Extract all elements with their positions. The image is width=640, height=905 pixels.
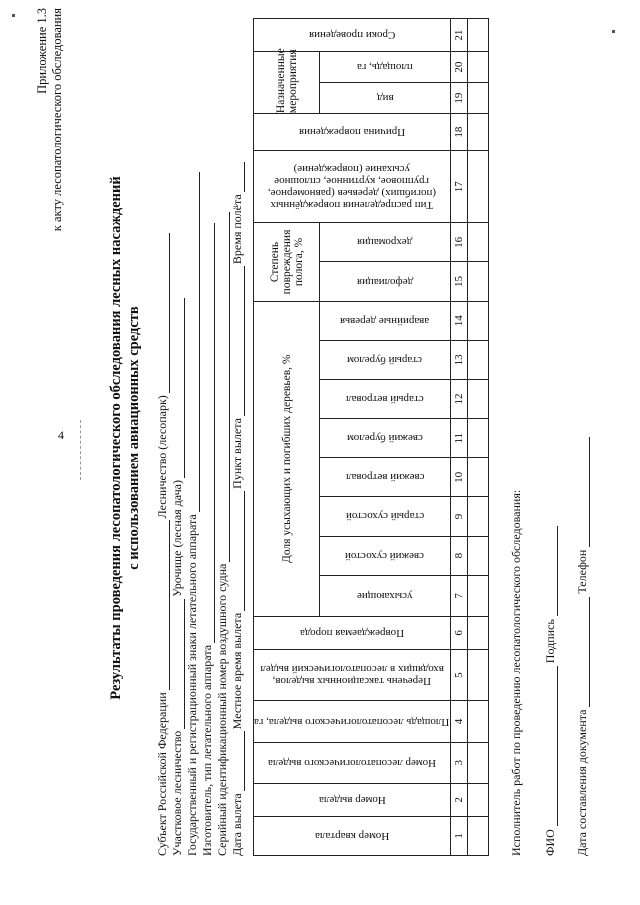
header-taxation-list: Перечень таксационных выделов, входящих в лесопатологический выдел xyxy=(254,649,451,701)
header-old-deadwood: старый сухостой xyxy=(320,497,451,536)
header-old-windfall: старый ветровал xyxy=(320,379,451,418)
forestry-label: Лесничество (лесопарк) xyxy=(155,395,169,519)
table-cell[interactable] xyxy=(468,458,489,497)
col-number: 16 xyxy=(451,223,468,262)
header-quarter-number: Номер квартала xyxy=(254,816,451,855)
table-cell[interactable] xyxy=(468,151,489,223)
executor-label: Исполнитель работ по проведению лесопатологического обследования: xyxy=(509,489,523,856)
header-deadlines: Сроки проведения xyxy=(254,19,451,52)
col-number: 7 xyxy=(451,575,468,616)
header-hazard-trees: аварийные деревья xyxy=(320,301,451,340)
fio-label: ФИО xyxy=(543,829,557,856)
results-table xyxy=(253,18,489,856)
col-number: 3 xyxy=(451,742,468,783)
col-number: 19 xyxy=(451,83,468,114)
tract-blank[interactable] xyxy=(172,298,185,478)
phone-blank[interactable] xyxy=(577,437,590,547)
header-group-dead-trees: Доля усыхающих и погибших деревьев, % xyxy=(254,301,320,616)
header-old-windbreak: старый бурелом xyxy=(320,340,451,379)
col-number: 21 xyxy=(451,19,468,52)
signature-blank[interactable] xyxy=(545,526,558,616)
col-number: 5 xyxy=(451,649,468,701)
col-number: 2 xyxy=(451,783,468,816)
header-defoliation: дефолиация xyxy=(320,262,451,301)
subject-blank[interactable] xyxy=(157,520,170,690)
table-row xyxy=(468,19,489,856)
aircraft-marks-field xyxy=(185,170,200,856)
header-plot-number: Номер выдела xyxy=(254,783,451,816)
header-damage-cause: Причина повреждения xyxy=(254,114,451,151)
header-patho-plot-number: Номер лесопатологического выдела xyxy=(254,742,451,783)
tract-label: Урочище (лесная дача) xyxy=(170,480,184,597)
district-label: Участковое лесничество xyxy=(170,730,184,856)
annex-block xyxy=(35,8,65,231)
aircraft-marks-label: Государственный и регистрационный знаки летательного аппарата xyxy=(185,514,199,856)
header-drying: усыхающие xyxy=(320,575,451,616)
annex-label: Приложение 1.3 xyxy=(35,8,49,94)
fio-blank[interactable] xyxy=(545,666,558,826)
departure-date-label: Дата вылета xyxy=(230,793,244,856)
aircraft-marks-blank[interactable] xyxy=(187,172,200,512)
header-distribution-type: Тип распределения повреждённых (погибших) деревьев (равномерное, групповое, куртинное, сплошное усыхание (повреждение) xyxy=(254,151,451,223)
table-cell[interactable] xyxy=(468,52,489,83)
col-number: 20 xyxy=(451,52,468,83)
manufacturer-label: Изготовитель, тип летательного аппарата xyxy=(200,644,214,856)
title-line-2: с использованием авиационных средств xyxy=(126,306,142,570)
table-cell[interactable] xyxy=(468,419,489,458)
col-number: 9 xyxy=(451,497,468,536)
serial-id-field xyxy=(215,210,230,856)
table-cell[interactable] xyxy=(468,83,489,114)
rotated-sheet xyxy=(35,0,615,878)
subject-label: Субъект Российской Федерации xyxy=(155,692,169,856)
col-number: 17 xyxy=(451,151,468,223)
document-title xyxy=(107,0,143,878)
table-cell[interactable] xyxy=(468,340,489,379)
page-number: 4 xyxy=(58,428,64,442)
table-cell[interactable] xyxy=(468,783,489,816)
scan-mark xyxy=(12,14,15,17)
forestry-blank[interactable] xyxy=(157,233,170,393)
annex-subtitle: к акту лесопатологического обследования xyxy=(50,8,64,232)
table-cell[interactable] xyxy=(468,301,489,340)
col-number: 6 xyxy=(451,616,468,649)
table-cell[interactable] xyxy=(468,497,489,536)
local-time-label: Местное время вылета xyxy=(230,612,244,730)
header-fresh-deadwood: свежий сухостой xyxy=(320,536,451,575)
col-number: 14 xyxy=(451,301,468,340)
signature-label: Подпись xyxy=(543,619,557,664)
executor-line xyxy=(509,490,524,856)
table-cell[interactable] xyxy=(468,701,489,742)
phone-label: Телефон xyxy=(575,549,589,594)
col-number: 15 xyxy=(451,262,468,301)
table-cell[interactable] xyxy=(468,742,489,783)
district-field xyxy=(170,296,185,856)
departure-point-label: Пункт вылета xyxy=(230,418,244,489)
manufacturer-blank[interactable] xyxy=(202,223,215,643)
header-fresh-windfall: свежий ветровал xyxy=(320,458,451,497)
table-cell[interactable] xyxy=(468,223,489,262)
col-number: 1 xyxy=(451,816,468,855)
subject-field xyxy=(155,231,170,856)
table-cell[interactable] xyxy=(468,379,489,418)
header-group-measures: Назначенные мероприятия xyxy=(254,52,320,114)
flight-field xyxy=(230,160,245,856)
table-cell[interactable] xyxy=(468,816,489,855)
manufacturer-field xyxy=(200,221,215,856)
table-cell[interactable] xyxy=(468,575,489,616)
table-cell[interactable] xyxy=(468,262,489,301)
flight-time-label: Время полёта xyxy=(230,194,244,265)
table-cell[interactable] xyxy=(468,649,489,701)
table-cell[interactable] xyxy=(468,19,489,52)
col-number: 13 xyxy=(451,340,468,379)
col-number: 4 xyxy=(451,701,468,742)
district-blank[interactable] xyxy=(172,599,185,729)
departure-point-blank[interactable] xyxy=(232,266,245,416)
col-number: 10 xyxy=(451,458,468,497)
serial-id-blank[interactable] xyxy=(217,212,230,562)
header-patho-plot-area: Площадь лесопатологического выдела, га xyxy=(254,701,451,742)
title-line-1: Результаты проведения лесопатологического обследования лесных насаждений xyxy=(108,176,124,700)
local-time-blank[interactable] xyxy=(232,491,245,611)
col-number: 11 xyxy=(451,419,468,458)
col-number: 12 xyxy=(451,379,468,418)
header-measure-type: вид xyxy=(320,83,451,114)
doc-date-label: Дата составления документа xyxy=(575,709,589,856)
table-cell[interactable] xyxy=(468,114,489,151)
header-measure-area: площадь, га xyxy=(320,52,451,83)
header-dechromation: дехромация xyxy=(320,223,451,262)
header-fresh-windbreak: свежий бурелом xyxy=(320,419,451,458)
table-cell[interactable] xyxy=(468,616,489,649)
header-damaged-species: Повреждаемая порода xyxy=(254,616,451,649)
sheet-content xyxy=(35,0,615,878)
date-phone-line xyxy=(575,434,590,856)
doc-date-blank[interactable] xyxy=(577,597,590,707)
col-number: 8 xyxy=(451,536,468,575)
fio-signature-line xyxy=(543,523,558,856)
col-number: 18 xyxy=(451,114,468,151)
column-number-row xyxy=(451,19,468,856)
serial-id-label: Серийный идентификационный номер воздушного судна xyxy=(215,563,229,856)
departure-date-blank[interactable] xyxy=(232,731,245,791)
table-cell[interactable] xyxy=(468,536,489,575)
flight-time-blank[interactable] xyxy=(232,162,245,192)
header-group-canopy-damage: Степень повреждения полога, % xyxy=(254,223,320,301)
